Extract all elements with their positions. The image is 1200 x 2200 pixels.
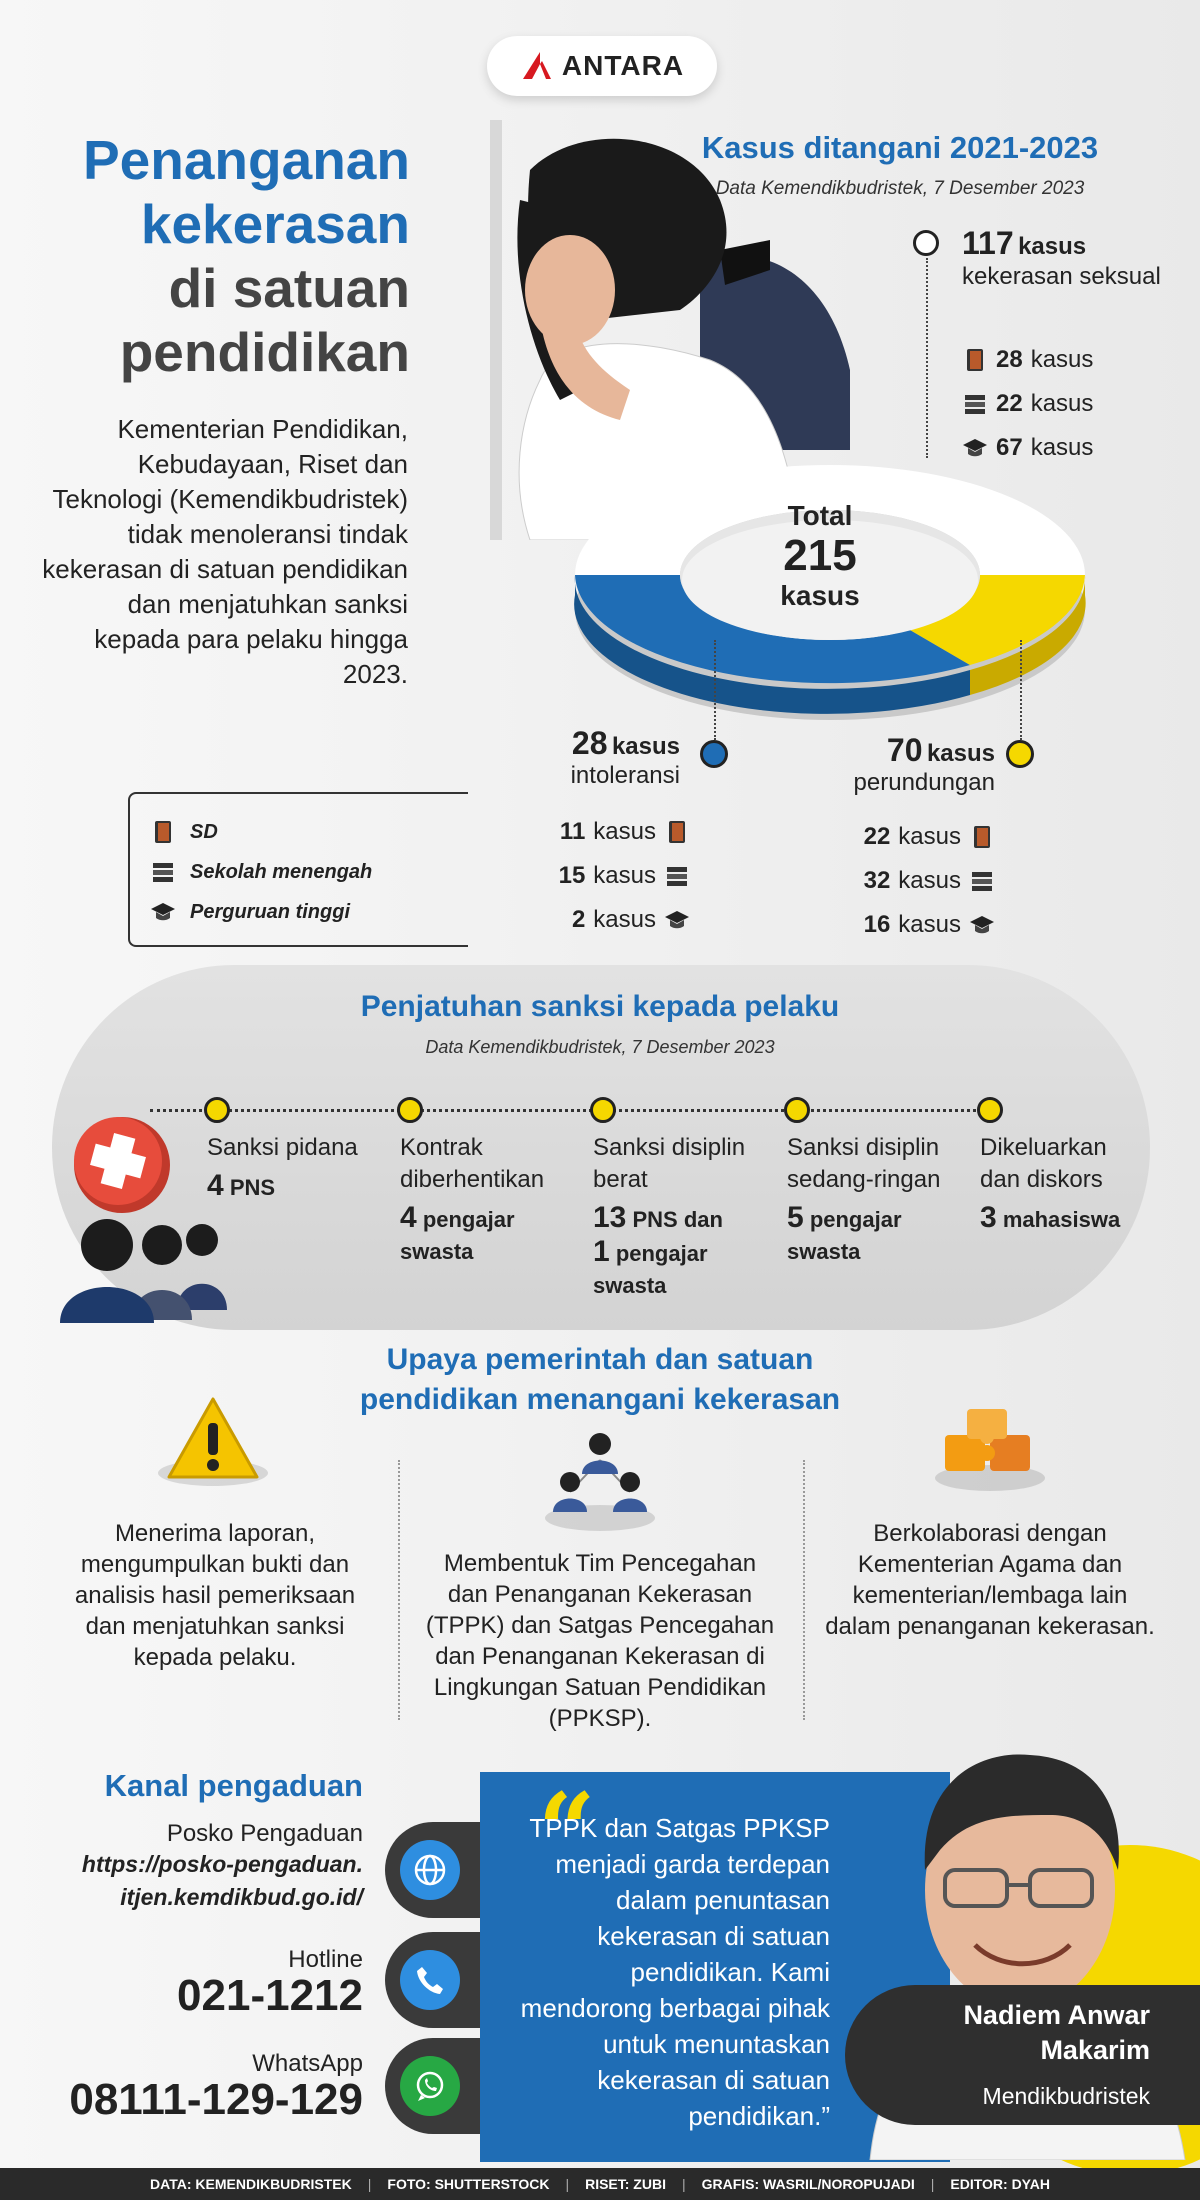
bullying-sm-word: kasus	[898, 867, 961, 894]
sexual-label: kekerasan seksual	[962, 263, 1161, 290]
posko-url-line-2[interactable]: itjen.kemdikbud.go.id/	[120, 1884, 363, 1910]
person-name-line-1: Nadiem Anwar	[963, 2000, 1150, 2030]
sanction-value	[207, 1170, 397, 1204]
sanction-dot-1	[204, 1097, 230, 1123]
bullying-dot	[1006, 740, 1034, 768]
sanction-dot-5	[977, 1097, 1003, 1123]
sexual-pt-count: 67	[996, 434, 1023, 461]
hotline-number[interactable]: 021-1212	[177, 1971, 363, 2020]
legend-sd-label: SD	[190, 820, 218, 843]
intolerance-sm-word: kasus	[593, 862, 656, 889]
sanction-label: Sanksi disiplin sedang-ringan	[787, 1134, 941, 1193]
sanction-dot-3	[590, 1097, 616, 1123]
sanction-value-2	[593, 1236, 783, 1302]
sexual-sd-row	[962, 338, 1093, 382]
sexual-sd-word: kasus	[1030, 346, 1094, 373]
antara-logo	[487, 36, 717, 96]
bullying-pt-word: kasus	[898, 911, 961, 938]
intolerance-count: 28	[571, 725, 608, 761]
complaints-title: Kanal pengaduan	[104, 1768, 363, 1803]
credit-foto: FOTO: SHUTTERSTOCK	[387, 2176, 550, 2192]
book-icon	[962, 347, 988, 373]
intolerance-sm-row	[500, 854, 690, 898]
efforts-title	[200, 1340, 1000, 1420]
title-line-3: di satuan	[168, 257, 410, 319]
antara-logo-icon	[520, 49, 554, 83]
sanction-label: Sanksi disiplin berat	[593, 1134, 746, 1193]
book-icon	[969, 824, 995, 850]
bullying-sm-row	[800, 859, 995, 903]
whatsapp-block	[40, 2050, 363, 2122]
sanctions-source: Data Kemendikbudristek, 7 Desember 2023	[425, 1037, 775, 1057]
sanction-unit: PNS	[229, 1175, 276, 1200]
legend-pt	[150, 892, 448, 932]
graduation-cap-icon	[664, 907, 690, 933]
sexual-unit: kasus	[1018, 233, 1087, 260]
efforts-divider-2	[803, 1460, 805, 1720]
person-name	[860, 1998, 1150, 2068]
sanction-item-4	[787, 1132, 977, 1268]
legend-pt-label: Perguruan tinggi	[190, 900, 350, 923]
sanction-number: 13	[593, 1201, 627, 1234]
title-line-2: kekerasan	[140, 193, 410, 255]
sexual-sm-word: kasus	[1030, 390, 1094, 417]
intolerance-pt-word: kasus	[593, 906, 656, 933]
sanction-unit: mahasiswa	[1002, 1207, 1121, 1232]
title-line-4: pendidikan	[119, 321, 410, 383]
sanction-label: Kontrak diberhentikan	[400, 1134, 545, 1193]
hotline-label: Hotline	[288, 1946, 363, 1973]
efforts-title-line-2: pendidikan menangani kekerasan	[359, 1383, 841, 1416]
intolerance-summary	[480, 725, 680, 790]
bullying-breakdown	[800, 815, 995, 947]
graduation-cap-icon	[969, 912, 995, 938]
bullying-unit: kasus	[926, 740, 995, 767]
sanction-value	[400, 1202, 590, 1268]
intolerance-sm-count: 15	[558, 862, 586, 889]
sanction-unit: PNS dan	[632, 1207, 723, 1232]
sanction-number: 4	[400, 1201, 417, 1234]
education-level-legend	[128, 792, 468, 947]
bullying-sd-count: 22	[863, 823, 891, 850]
globe-glyph-icon	[412, 1852, 448, 1888]
credit-data: DATA: KEMENDIKBUDRISTEK	[150, 2176, 352, 2192]
legend-sd	[150, 812, 448, 852]
posko-url-line-1[interactable]: https://posko-pengaduan.	[81, 1851, 363, 1877]
sanction-number: 5	[787, 1201, 804, 1234]
bullying-pt-row	[800, 903, 995, 947]
sanction-item-3	[593, 1132, 783, 1302]
title-line-1: Penanganan	[82, 129, 410, 191]
book-icon	[664, 819, 690, 845]
bullying-summary	[790, 732, 995, 797]
book-icon	[150, 819, 176, 845]
whatsapp-number[interactable]: 08111-129-129	[69, 2075, 363, 2124]
books-stack-icon	[150, 859, 176, 885]
sexual-pt-word: kasus	[1030, 434, 1094, 461]
sanction-number-2: 1	[593, 1235, 610, 1268]
effort-2-text: Membentuk Tim Pencegahan dan Penanganan Kekerasan (TPPK) dan Satgas Pencegahan dan Penanganan Kekerasan di Lingkungan Satuan Pendidikan (PPKSP).	[425, 1550, 775, 1732]
sanction-unit: pengajar swasta	[787, 1207, 902, 1264]
bullying-sm-count: 32	[863, 867, 891, 894]
whatsapp-glyph-icon	[412, 2068, 448, 2104]
logo-text: ANTARA	[561, 50, 685, 81]
sanction-label: Dikeluarkan dan diskors	[980, 1134, 1107, 1193]
phone-icon[interactable]	[400, 1950, 460, 2010]
bullying-pt-count: 16	[863, 911, 891, 938]
sanction-unit: pengajar swasta	[400, 1207, 515, 1264]
intolerance-label: intoleransi	[570, 762, 680, 789]
credit-editor: EDITOR: DYAH	[950, 2176, 1050, 2192]
quote-mark: “	[538, 1771, 596, 1889]
sanctions-title: Penjatuhan sanksi kepada pelaku	[360, 990, 840, 1023]
globe-icon[interactable]	[400, 1840, 460, 1900]
credit-riset: RISET: ZUBI	[585, 2176, 666, 2192]
sanction-number: 3	[980, 1201, 997, 1234]
intolerance-sd-word: kasus	[593, 818, 656, 845]
graduation-cap-icon	[150, 899, 176, 925]
person-name-line-2: Makarim	[1040, 2035, 1150, 2065]
sanction-dot-4	[784, 1097, 810, 1123]
intolerance-breakdown	[500, 810, 690, 942]
legend-sm-label: Sekolah menengah	[190, 860, 373, 883]
whatsapp-icon[interactable]	[400, 2056, 460, 2116]
bullying-label: perundungan	[853, 769, 995, 796]
total-value: 215	[783, 531, 857, 580]
sanction-value	[593, 1202, 783, 1236]
legend-sm	[150, 852, 448, 892]
bullying-count: 70	[886, 732, 923, 768]
total-label: Total	[787, 500, 853, 531]
cases-source: Data Kemendikbudristek, 7 Desember 2023	[715, 178, 1085, 199]
credits-footer: DATA: KEMENDIKBUDRISTEK | FOTO: SHUTTERSTOCK | RISET: ZUBI | GRAFIS: WASRIL/NOROPUJADI | EDITOR: DYAH	[0, 2168, 1200, 2200]
whatsapp-label: WhatsApp	[252, 2050, 363, 2077]
sexual-count: 117	[962, 225, 1014, 261]
posko-label: Posko Pengaduan	[166, 1820, 363, 1847]
sexual-sd-count: 28	[996, 346, 1023, 373]
sanction-number: 4	[207, 1169, 224, 1202]
cases-title: Kasus ditangani 2021-2023	[701, 130, 1099, 165]
sanction-dot-2	[397, 1097, 423, 1123]
sexual-dot	[913, 230, 939, 256]
intolerance-pt-count: 2	[571, 906, 586, 933]
page-title	[30, 128, 410, 384]
intolerance-sd-count: 11	[559, 818, 586, 845]
phone-glyph-icon	[413, 1963, 447, 1997]
sanctions-timeline	[150, 1109, 1000, 1112]
sanctions-people-icon	[52, 1095, 242, 1325]
books-stack-icon	[969, 868, 995, 894]
bullying-sd-word: kasus	[898, 823, 961, 850]
quote-text: TPPK dan Satgas PPKSP menjadi garda terdepan dalam penuntasan kekerasan di satuan pendidikan. Kami mendorong berbagai pihak untuk menuntaskan kekerasan di satuan pendidikan.”	[520, 1813, 830, 2131]
sanction-item-5	[980, 1132, 1150, 1236]
sanction-unit-2: pengajar swasta	[593, 1241, 708, 1298]
hotline-block	[40, 1946, 363, 2018]
intolerance-unit: kasus	[611, 733, 680, 760]
sanction-value	[980, 1202, 1150, 1236]
sanction-item-2	[400, 1132, 590, 1268]
bullying-sd-row	[800, 815, 995, 859]
bullying-line	[1020, 640, 1022, 740]
sexual-sm-count: 22	[996, 390, 1023, 417]
effort-1-text: Menerima laporan, mengumpulkan bukti dan analisis hasil pemeriksaan dan menjatuhkan sanksi kepada pelaku.	[74, 1520, 356, 1671]
credit-grafis: GRAFIS: WASRIL/NOROPUJADI	[701, 2176, 915, 2192]
total-unit: kasus	[780, 580, 860, 611]
posko-block	[40, 1820, 363, 1914]
puzzle-icon	[935, 1405, 1045, 1485]
team-icon	[540, 1430, 660, 1520]
warning-icon	[165, 1395, 261, 1485]
intolerance-dot	[700, 740, 728, 768]
sanction-item-1	[207, 1132, 397, 1204]
intolerance-pt-row	[500, 898, 690, 942]
books-stack-icon	[664, 863, 690, 889]
intolerance-line	[714, 640, 716, 740]
efforts-divider-1	[398, 1460, 400, 1720]
donut-total	[720, 500, 920, 612]
sanction-label: Sanksi pidana	[207, 1134, 358, 1161]
intro-text: Kementerian Pendidikan, Kebudayaan, Riset dan Teknologi (Kemendikbudristek) tidak menoleransi tindak kekerasan di satuan pendidikan dan menjatuhkan sanksi kepada para pelaku hingga 2023.	[42, 414, 408, 689]
efforts-title-line-1: Upaya pemerintah dan satuan	[386, 1343, 814, 1376]
effort-3-text: Berkolaborasi dengan Kementerian Agama dan kementerian/lembaga lain dalam penanganan kekerasan.	[825, 1520, 1155, 1640]
person-role: Mendikbudristek	[982, 2083, 1150, 2109]
sexual-summary	[962, 225, 1162, 292]
intolerance-sd-row	[500, 810, 690, 854]
sanction-value	[787, 1202, 977, 1268]
